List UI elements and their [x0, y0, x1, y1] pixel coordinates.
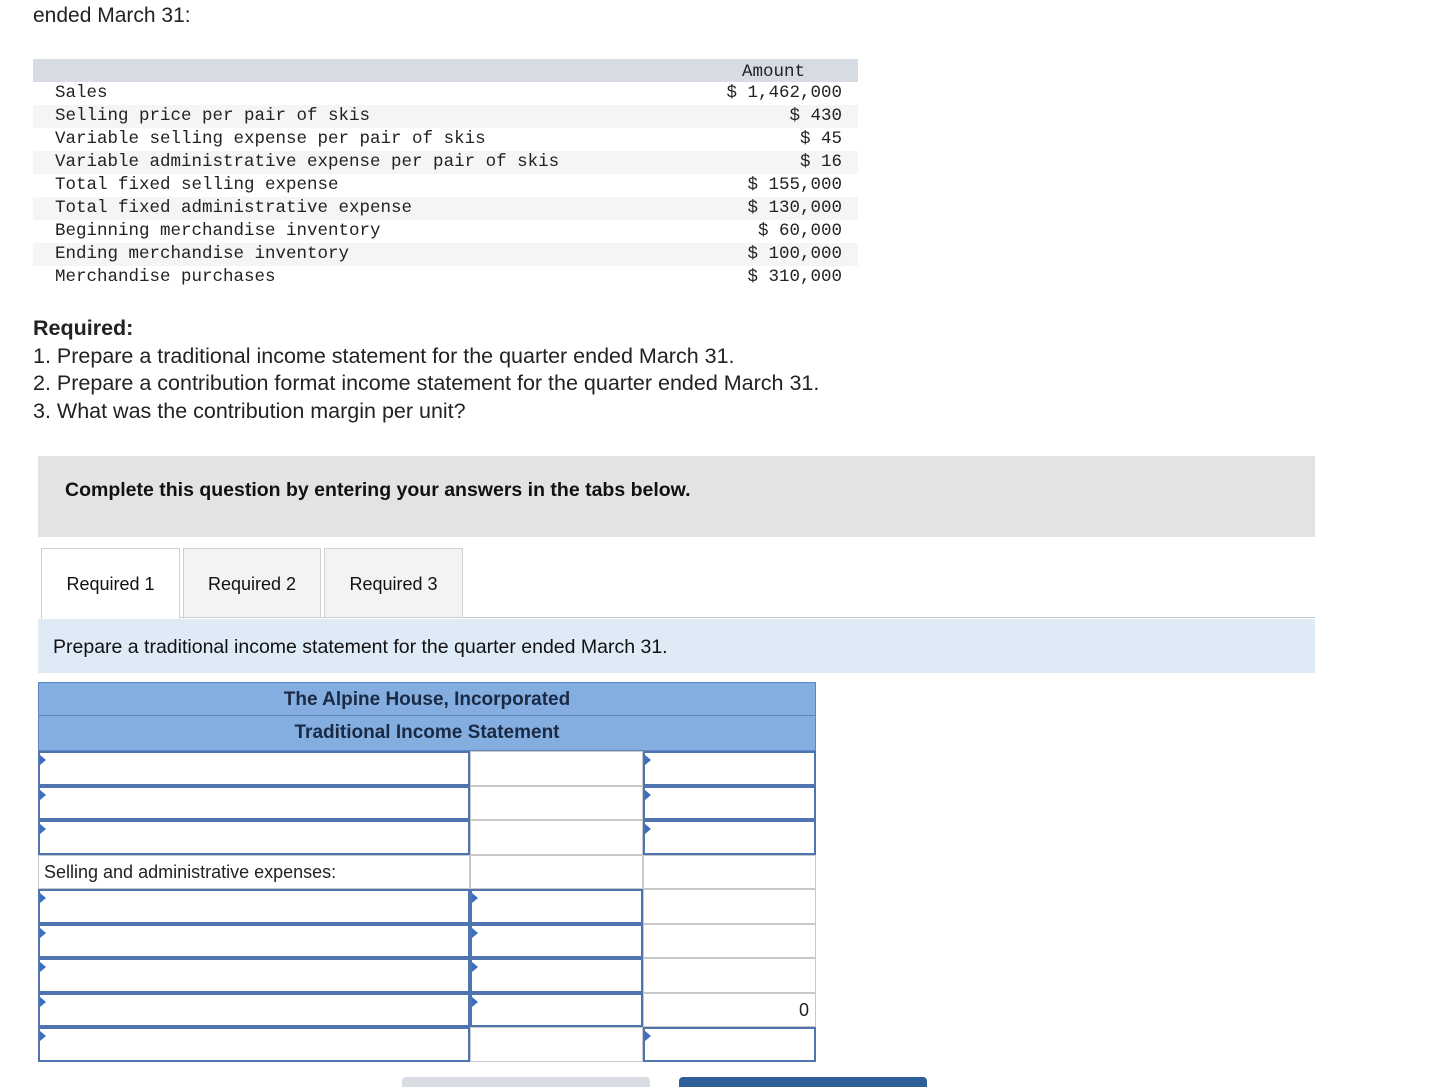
required-item-1: 1. Prepare a traditional income statement for the quarter ended March 31.: [33, 343, 735, 368]
label-dropdown[interactable]: [38, 958, 470, 993]
table-row: [33, 105, 858, 128]
amount-input[interactable]: [470, 958, 643, 993]
row-label: Total fixed administrative expense: [55, 198, 413, 218]
data-table: [33, 59, 858, 289]
required-title: Required:: [33, 316, 134, 340]
empty-cell: [470, 820, 643, 855]
table-row: [33, 220, 858, 243]
sga-label-cell: [38, 855, 470, 890]
row-label: Total fixed selling expense: [55, 175, 339, 195]
label-dropdown[interactable]: [38, 820, 470, 855]
prev-button[interactable]: [402, 1077, 650, 1087]
tab-required-2[interactable]: Required 2: [183, 548, 321, 618]
table-row: [33, 266, 858, 289]
amount-header: Amount: [742, 62, 806, 82]
amount-input[interactable]: [643, 751, 816, 786]
table-row: [38, 1027, 816, 1062]
amount-input[interactable]: [470, 993, 643, 1028]
empty-cell: [470, 1027, 643, 1062]
row-label: Selling price per pair of skis: [55, 106, 371, 126]
total-sga-value: 0: [798, 999, 809, 1020]
amount-input[interactable]: [470, 924, 643, 959]
label-dropdown[interactable]: [38, 751, 470, 786]
row-value: $ 45: [799, 129, 842, 149]
table-row: [38, 993, 816, 1028]
row-value: $ 16: [799, 152, 842, 172]
table-row: [38, 751, 816, 786]
row-value: $ 130,000: [747, 198, 842, 218]
table-row: [38, 889, 816, 924]
row-value: $ 155,000: [747, 175, 842, 195]
empty-cell: [470, 855, 643, 890]
tab-instruction: Prepare a traditional income statement for the quarter ended March 31.: [38, 619, 1315, 673]
empty-cell: [470, 751, 643, 786]
income-statement: [38, 682, 816, 1062]
empty-cell: [470, 786, 643, 821]
empty-cell: [643, 958, 816, 993]
next-button[interactable]: [679, 1077, 927, 1087]
tab-required-3[interactable]: Required 3: [324, 548, 463, 618]
empty-cell: [643, 889, 816, 924]
row-value: $ 1,462,000: [726, 83, 842, 103]
label-dropdown[interactable]: [38, 889, 470, 924]
row-label: Ending merchandise inventory: [55, 244, 350, 264]
sga-label: Selling and administrative expenses:: [44, 861, 337, 882]
table-row: [33, 174, 858, 197]
company-name: The Alpine House, Incorporated: [38, 682, 816, 716]
row-value: $ 310,000: [747, 267, 842, 287]
intro-text: ended March 31:: [33, 4, 191, 27]
row-label: Sales: [55, 83, 108, 103]
table-row: [33, 82, 858, 105]
label-dropdown[interactable]: [38, 993, 470, 1028]
row-label: Beginning merchandise inventory: [55, 221, 381, 241]
amount-input[interactable]: [470, 889, 643, 924]
required-item-3: 3. What was the contribution margin per unit?: [33, 398, 466, 423]
table-row: [38, 958, 816, 993]
instructions-banner: Complete this question by entering your answers in the tabs below.: [38, 456, 1315, 537]
row-value: $ 430: [789, 106, 842, 126]
amount-input[interactable]: [643, 1027, 816, 1062]
label-dropdown[interactable]: [38, 924, 470, 959]
table-row: [33, 197, 858, 220]
row-label: Variable administrative expense per pair of skis: [55, 152, 560, 172]
statement-title: Traditional Income Statement: [38, 716, 816, 751]
amount-input[interactable]: [643, 786, 816, 821]
table-row: [33, 151, 858, 174]
required-item-2: 2. Prepare a contribution format income statement for the quarter ended March 31.: [33, 371, 820, 395]
tab-required-1[interactable]: Required 1: [41, 548, 180, 619]
required-section: [33, 315, 819, 425]
empty-cell: [643, 855, 816, 890]
label-dropdown[interactable]: [38, 786, 470, 821]
table-row: [33, 128, 858, 151]
row-value: $ 100,000: [747, 244, 842, 264]
table-row: [33, 243, 858, 266]
row-value: $ 60,000: [757, 221, 842, 241]
total-sga-cell: [643, 993, 816, 1028]
label-dropdown[interactable]: [38, 1027, 470, 1062]
table-row: [38, 855, 816, 890]
table-row: [38, 924, 816, 959]
row-label: Variable selling expense per pair of skis: [55, 129, 486, 149]
row-label: Merchandise purchases: [55, 267, 276, 287]
table-row: [38, 786, 816, 821]
empty-cell: [643, 924, 816, 959]
data-table-header: [33, 59, 858, 82]
amount-input[interactable]: [643, 820, 816, 855]
table-row: [38, 820, 816, 855]
